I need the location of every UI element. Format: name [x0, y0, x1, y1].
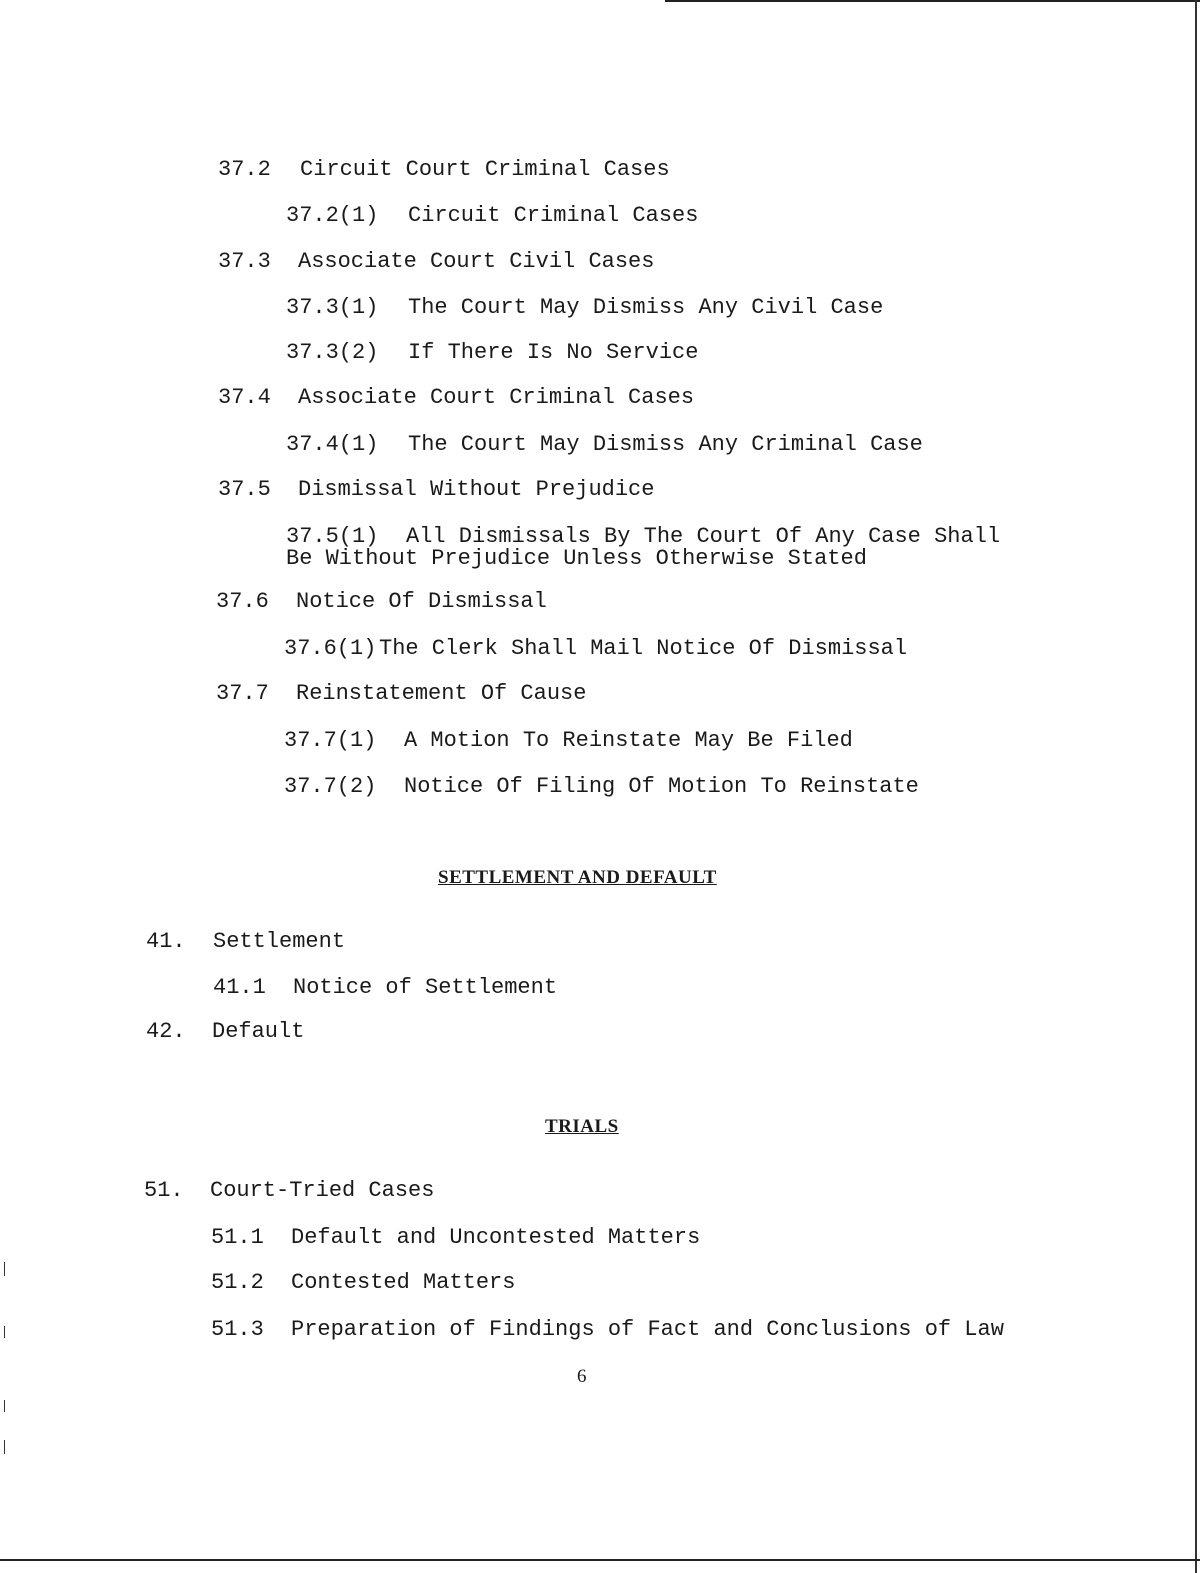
subsection-number: 37.3(1): [286, 295, 379, 320]
section-title: Contested Matters: [291, 1270, 516, 1295]
toc-subentry: [284, 729, 853, 753]
scan-edge-top: [665, 0, 1200, 2]
section-title: Preparation of Findings of Fact and Conclusions of Law: [291, 1317, 1004, 1342]
subsection-number: 37.7(2): [284, 774, 377, 799]
toc-subentry: [286, 341, 698, 365]
scan-mark: [4, 1400, 5, 1412]
toc-entry: [216, 682, 586, 706]
subsection-title: All Dismissals By The Court Of Any Case Shall: [406, 524, 1001, 549]
toc-subentry: [211, 1318, 1004, 1342]
toc-subentry: [286, 204, 698, 228]
toc-entry: [218, 386, 694, 410]
toc-entry: [218, 478, 654, 502]
rule-number: 42.: [146, 1019, 186, 1044]
section-number: 51.1: [211, 1225, 264, 1250]
section-number: 37.4: [218, 385, 271, 410]
toc-subentry: [286, 296, 883, 320]
rule-title: Court-Tried Cases: [210, 1178, 435, 1203]
toc-subentry: [284, 637, 907, 661]
toc-subentry-continuation: [286, 547, 867, 571]
toc-subentry: [286, 433, 923, 457]
subsection-title: The Court May Dismiss Any Criminal Case: [408, 432, 923, 457]
subsection-title: A Motion To Reinstate May Be Filed: [404, 728, 853, 753]
section-number: 51.3: [211, 1317, 264, 1342]
toc-entry: [144, 1179, 434, 1203]
section-title: Reinstatement Of Cause: [296, 681, 587, 706]
page-number: 6: [577, 1366, 587, 1387]
section-number: 37.7: [216, 681, 269, 706]
section-number: 37.2: [218, 157, 271, 182]
toc-subentry: [284, 775, 919, 799]
toc-entry: [218, 158, 670, 182]
subsection-title-continued: Be Without Prejudice Unless Otherwise Stated: [286, 546, 867, 571]
subsection-number: 37.6(1): [284, 636, 377, 661]
section-number: 51.2: [211, 1270, 264, 1295]
section-number: 37.6: [216, 589, 269, 614]
subsection-number: 37.3(2): [286, 340, 379, 365]
toc-entry: [218, 250, 654, 274]
toc-entry: [146, 1020, 304, 1044]
subsection-number: 37.5(1): [286, 524, 379, 549]
rule-title: Default: [212, 1019, 305, 1044]
toc-entry: [146, 930, 345, 954]
section-title: Dismissal Without Prejudice: [298, 477, 655, 502]
section-heading: TRIALS: [545, 1116, 619, 1137]
subsection-title: Notice Of Filing Of Motion To Reinstate: [404, 774, 919, 799]
section-title: Associate Court Criminal Cases: [298, 385, 695, 410]
toc-subentry: [211, 1271, 515, 1295]
subsection-title: The Court May Dismiss Any Civil Case: [408, 295, 884, 320]
scan-edge-bottom: [0, 1559, 1200, 1561]
section-title: Notice Of Dismissal: [296, 589, 547, 614]
subsection-number: 37.2(1): [286, 203, 379, 228]
scan-mark: [4, 1262, 5, 1276]
section-title: Notice of Settlement: [293, 975, 558, 1000]
section-title: Circuit Court Criminal Cases: [300, 157, 670, 182]
section-number: 37.3: [218, 249, 271, 274]
scan-mark: [4, 1440, 5, 1454]
section-title: Associate Court Civil Cases: [298, 249, 655, 274]
toc-entry: [216, 590, 547, 614]
subsection-number: 37.4(1): [286, 432, 379, 457]
section-heading: SETTLEMENT AND DEFAULT: [438, 867, 717, 888]
toc-subentry: [211, 1226, 700, 1250]
section-title: Default and Uncontested Matters: [291, 1225, 701, 1250]
subsection-title: If There Is No Service: [408, 340, 699, 365]
section-number: 37.5: [218, 477, 271, 502]
rule-number: 51.: [144, 1178, 184, 1203]
scan-mark: [4, 1326, 5, 1338]
toc-subentry: [213, 976, 557, 1000]
rule-title: Settlement: [213, 929, 346, 954]
subsection-title: The Clerk Shall Mail Notice Of Dismissal: [379, 636, 908, 661]
section-number: 41.1: [213, 975, 266, 1000]
rule-number: 41.: [146, 929, 186, 954]
subsection-number: 37.7(1): [284, 728, 377, 753]
scan-edge-right: [1195, 0, 1197, 1573]
subsection-title: Circuit Criminal Cases: [408, 203, 699, 228]
